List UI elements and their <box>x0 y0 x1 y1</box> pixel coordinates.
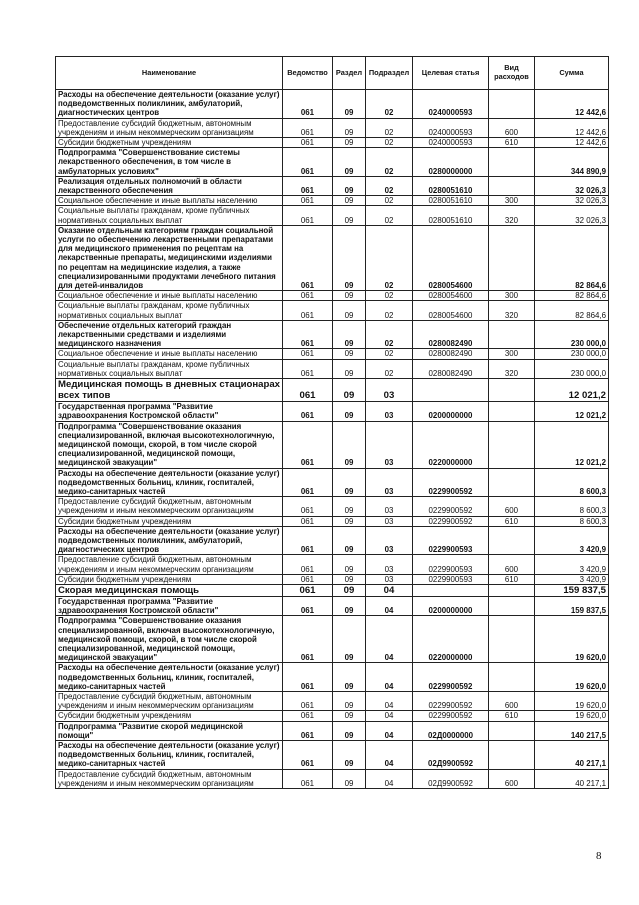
cell-vid-raskhodov <box>489 421 535 468</box>
cell-vedomstvo: 061 <box>283 584 333 596</box>
cell-razdel: 09 <box>333 584 366 596</box>
cell-summa: 140 217,5 <box>535 721 609 740</box>
cell-podrazdel: 02 <box>366 291 413 301</box>
cell-vid-raskhodov: 600 <box>489 497 535 516</box>
cell-vid-raskhodov <box>489 596 535 615</box>
cell-vid-raskhodov: 320 <box>489 301 535 320</box>
cell-name: Медицинская помощь в дневных стационарах всех типов <box>56 379 283 402</box>
cell-name: Социальные выплаты гражданам, кроме публичных нормативных социальных выплат <box>56 206 283 225</box>
cell-podrazdel: 03 <box>366 516 413 526</box>
cell-vid-raskhodov <box>489 468 535 497</box>
table-row <box>56 320 609 349</box>
cell-vedomstvo: 061 <box>283 555 333 574</box>
header-celevaya-statya: Целевая статья <box>413 57 489 90</box>
table-row <box>56 596 609 615</box>
budget-table <box>55 56 609 789</box>
cell-razdel: 09 <box>333 301 366 320</box>
cell-celevaya-statya: 0280082490 <box>413 320 489 349</box>
table-row <box>56 421 609 468</box>
header-name: Наименование <box>56 57 283 90</box>
cell-razdel: 09 <box>333 118 366 137</box>
cell-vedomstvo: 061 <box>283 596 333 615</box>
table-row <box>56 206 609 225</box>
table-row <box>56 497 609 516</box>
cell-summa: 8 600,3 <box>535 516 609 526</box>
cell-podrazdel: 02 <box>366 206 413 225</box>
cell-name: Расходы на обеспечение деятельности (оказание услуг) подведомственных больниц, клиник, госпиталей, медико-санитарных частей <box>56 741 283 770</box>
cell-summa: 8 600,3 <box>535 497 609 516</box>
table-row <box>56 516 609 526</box>
cell-summa: 3 420,9 <box>535 526 609 555</box>
table-row <box>56 711 609 721</box>
cell-vid-raskhodov <box>489 663 535 692</box>
cell-summa: 3 420,9 <box>535 555 609 574</box>
cell-vedomstvo: 061 <box>283 379 333 402</box>
table-row <box>56 555 609 574</box>
cell-razdel: 09 <box>333 90 366 119</box>
cell-vedomstvo: 061 <box>283 402 333 421</box>
cell-razdel: 09 <box>333 691 366 710</box>
cell-vid-raskhodov: 610 <box>489 574 535 584</box>
cell-vedomstvo: 061 <box>283 516 333 526</box>
cell-celevaya-statya: 02Д9900592 <box>413 741 489 770</box>
cell-razdel: 09 <box>333 526 366 555</box>
cell-podrazdel: 04 <box>366 691 413 710</box>
cell-vid-raskhodov <box>489 320 535 349</box>
table-row <box>56 291 609 301</box>
cell-summa: 19 620,0 <box>535 711 609 721</box>
cell-name: Государственная программа "Развитие здравоохранения Костромской области" <box>56 402 283 421</box>
cell-podrazdel: 03 <box>366 526 413 555</box>
cell-name: Предоставление субсидий бюджетным, автономным учреждениям и иным некоммерческим организациям <box>56 691 283 710</box>
cell-name: Подпрограмма "Совершенствование оказания специализированной, включая высокотехнологичную, медицинской помощи, скорой, в том числе скорой специализированной, медицинской помощи, медицинской эвакуации" <box>56 421 283 468</box>
cell-celevaya-statya: 0240000593 <box>413 118 489 137</box>
cell-vid-raskhodov: 610 <box>489 516 535 526</box>
cell-summa: 230 000,0 <box>535 359 609 378</box>
cell-podrazdel: 02 <box>366 176 413 195</box>
cell-vedomstvo: 061 <box>283 574 333 584</box>
cell-razdel: 09 <box>333 421 366 468</box>
table-row <box>56 196 609 206</box>
cell-name: Оказание отдельным категориям граждан социальной услуги по обеспечению лекарственными препаратами для медицинского применения по рецептам на лекарственные препараты, медицинскими изделиями по рецептам на медицинские изделия, а также специализированными продуктами лечебного питания для детей-инвалидов <box>56 225 283 290</box>
cell-podrazdel: 02 <box>366 349 413 359</box>
cell-podrazdel: 03 <box>366 574 413 584</box>
cell-razdel: 09 <box>333 291 366 301</box>
cell-podrazdel: 02 <box>366 118 413 137</box>
cell-razdel: 09 <box>333 138 366 148</box>
cell-summa: 19 620,0 <box>535 663 609 692</box>
table-row <box>56 468 609 497</box>
cell-razdel: 09 <box>333 176 366 195</box>
table-header-row <box>56 57 609 90</box>
cell-podrazdel: 03 <box>366 555 413 574</box>
cell-podrazdel: 03 <box>366 468 413 497</box>
cell-name: Предоставление субсидий бюджетным, автономным учреждениям и иным некоммерческим организациям <box>56 769 283 788</box>
cell-razdel: 09 <box>333 497 366 516</box>
cell-celevaya-statya: 02Д0000000 <box>413 721 489 740</box>
cell-summa: 230 000,0 <box>535 349 609 359</box>
cell-podrazdel: 02 <box>366 359 413 378</box>
header-vid-raskhodov: Вид расходов <box>489 57 535 90</box>
cell-vedomstvo: 061 <box>283 90 333 119</box>
cell-summa: 32 026,3 <box>535 196 609 206</box>
cell-celevaya-statya: 0229900592 <box>413 468 489 497</box>
cell-vedomstvo: 061 <box>283 616 333 663</box>
cell-podrazdel: 02 <box>366 301 413 320</box>
cell-razdel: 09 <box>333 206 366 225</box>
cell-podrazdel: 04 <box>366 721 413 740</box>
cell-vid-raskhodov <box>489 741 535 770</box>
cell-summa: 32 026,3 <box>535 206 609 225</box>
cell-razdel: 09 <box>333 516 366 526</box>
cell-vedomstvo: 061 <box>283 349 333 359</box>
cell-vid-raskhodov: 610 <box>489 711 535 721</box>
header-vedomstvo: Ведомство <box>283 57 333 90</box>
cell-celevaya-statya: 0229900593 <box>413 555 489 574</box>
cell-celevaya-statya: 0229900593 <box>413 574 489 584</box>
cell-vid-raskhodov <box>489 616 535 663</box>
cell-summa: 12 442,6 <box>535 90 609 119</box>
cell-celevaya-statya: 0280000000 <box>413 148 489 177</box>
table-body <box>56 90 609 789</box>
cell-vid-raskhodov <box>489 402 535 421</box>
cell-vedomstvo: 061 <box>283 138 333 148</box>
cell-razdel: 09 <box>333 596 366 615</box>
cell-celevaya-statya <box>413 379 489 402</box>
cell-summa: 32 026,3 <box>535 176 609 195</box>
cell-razdel: 09 <box>333 402 366 421</box>
cell-razdel: 09 <box>333 379 366 402</box>
cell-vedomstvo: 061 <box>283 497 333 516</box>
cell-name: Расходы на обеспечение деятельности (оказание услуг) подведомственных поликлиник, амбулаторий, диагностических центров <box>56 90 283 119</box>
cell-vedomstvo: 061 <box>283 291 333 301</box>
cell-celevaya-statya: 0200000000 <box>413 596 489 615</box>
cell-vid-raskhodov: 600 <box>489 118 535 137</box>
table-row <box>56 301 609 320</box>
cell-name: Социальные выплаты гражданам, кроме публичных нормативных социальных выплат <box>56 359 283 378</box>
cell-podrazdel: 04 <box>366 584 413 596</box>
cell-name: Подпрограмма "Совершенствование системы лекарственного обеспечения, в том числе в амбулаторных условиях" <box>56 148 283 177</box>
cell-name: Государственная программа "Развитие здравоохранения Костромской области" <box>56 596 283 615</box>
cell-vid-raskhodov <box>489 225 535 290</box>
table-row <box>56 225 609 290</box>
cell-vedomstvo: 061 <box>283 468 333 497</box>
cell-vid-raskhodov: 600 <box>489 691 535 710</box>
table-row <box>56 138 609 148</box>
cell-razdel: 09 <box>333 349 366 359</box>
cell-name: Расходы на обеспечение деятельности (оказание услуг) подведомственных больниц, клиник, госпиталей, медико-санитарных частей <box>56 663 283 692</box>
page-number: 8 <box>596 850 602 862</box>
cell-summa: 12 021,2 <box>535 402 609 421</box>
cell-vedomstvo: 061 <box>283 118 333 137</box>
cell-vedomstvo: 061 <box>283 526 333 555</box>
cell-celevaya-statya: 0280082490 <box>413 359 489 378</box>
cell-name: Социальное обеспечение и иные выплаты населению <box>56 291 283 301</box>
cell-celevaya-statya: 0229900592 <box>413 497 489 516</box>
cell-razdel: 09 <box>333 196 366 206</box>
cell-podrazdel: 04 <box>366 616 413 663</box>
cell-podrazdel: 03 <box>366 497 413 516</box>
cell-razdel: 09 <box>333 320 366 349</box>
cell-razdel: 09 <box>333 225 366 290</box>
cell-summa: 230 000,0 <box>535 320 609 349</box>
cell-name: Субсидии бюджетным учреждениям <box>56 574 283 584</box>
cell-summa: 344 890,9 <box>535 148 609 177</box>
cell-razdel: 09 <box>333 574 366 584</box>
header-podrazdel: Подраздел <box>366 57 413 90</box>
cell-celevaya-statya: 0280054600 <box>413 301 489 320</box>
cell-summa: 82 864,6 <box>535 291 609 301</box>
cell-summa: 8 600,3 <box>535 468 609 497</box>
cell-podrazdel: 04 <box>366 596 413 615</box>
cell-summa: 19 620,0 <box>535 691 609 710</box>
cell-vid-raskhodov: 300 <box>489 196 535 206</box>
cell-summa: 82 864,6 <box>535 225 609 290</box>
cell-celevaya-statya: 0220000000 <box>413 421 489 468</box>
cell-vid-raskhodov <box>489 90 535 119</box>
cell-name: Обеспечение отдельных категорий граждан лекарственными средствами и изделиями медицинского назначения <box>56 320 283 349</box>
cell-podrazdel: 04 <box>366 663 413 692</box>
table-row <box>56 118 609 137</box>
cell-razdel: 09 <box>333 741 366 770</box>
table-row <box>56 526 609 555</box>
cell-vid-raskhodov: 610 <box>489 138 535 148</box>
cell-summa: 159 837,5 <box>535 584 609 596</box>
cell-name: Расходы на обеспечение деятельности (оказание услуг) подведомственных больниц, клиник, госпиталей, медико-санитарных частей <box>56 468 283 497</box>
table-row <box>56 769 609 788</box>
cell-razdel: 09 <box>333 555 366 574</box>
cell-celevaya-statya: 0229900592 <box>413 516 489 526</box>
cell-summa: 3 420,9 <box>535 574 609 584</box>
cell-podrazdel: 04 <box>366 711 413 721</box>
cell-summa: 12 442,6 <box>535 118 609 137</box>
cell-podrazdel: 02 <box>366 320 413 349</box>
header-summa: Сумма <box>535 57 609 90</box>
table-row <box>56 584 609 596</box>
cell-celevaya-statya: 0220000000 <box>413 616 489 663</box>
cell-name: Реализация отдельных полномочий в области лекарственного обеспечения <box>56 176 283 195</box>
cell-razdel: 09 <box>333 468 366 497</box>
cell-celevaya-statya: 0229900592 <box>413 663 489 692</box>
cell-name: Подпрограмма "Совершенствование оказания специализированной, включая высокотехнологичную, медицинской помощи, скорой, в том числе скорой специализированной, медицинской помощи, медицинской эвакуации" <box>56 616 283 663</box>
table-row <box>56 148 609 177</box>
table-row <box>56 176 609 195</box>
table-row <box>56 379 609 402</box>
cell-celevaya-statya: 0240000593 <box>413 138 489 148</box>
table-row <box>56 359 609 378</box>
cell-celevaya-statya: 0200000000 <box>413 402 489 421</box>
cell-podrazdel: 02 <box>366 90 413 119</box>
cell-vid-raskhodov: 320 <box>489 359 535 378</box>
cell-vedomstvo: 061 <box>283 691 333 710</box>
table-row <box>56 721 609 740</box>
cell-name: Субсидии бюджетным учреждениям <box>56 711 283 721</box>
cell-summa: 82 864,6 <box>535 301 609 320</box>
cell-vid-raskhodov: 300 <box>489 349 535 359</box>
cell-celevaya-statya: 0229900592 <box>413 691 489 710</box>
cell-vid-raskhodov: 320 <box>489 206 535 225</box>
cell-name: Социальные выплаты гражданам, кроме публичных нормативных социальных выплат <box>56 301 283 320</box>
cell-vid-raskhodov <box>489 721 535 740</box>
cell-vid-raskhodov <box>489 379 535 402</box>
cell-vedomstvo: 061 <box>283 359 333 378</box>
cell-vid-raskhodov: 600 <box>489 555 535 574</box>
cell-vid-raskhodov: 300 <box>489 291 535 301</box>
cell-podrazdel: 02 <box>366 196 413 206</box>
cell-razdel: 09 <box>333 663 366 692</box>
cell-celevaya-statya: 0280051610 <box>413 206 489 225</box>
cell-celevaya-statya: 0280051610 <box>413 176 489 195</box>
cell-podrazdel: 02 <box>366 148 413 177</box>
cell-vedomstvo: 061 <box>283 663 333 692</box>
cell-vedomstvo: 061 <box>283 148 333 177</box>
cell-vid-raskhodov <box>489 148 535 177</box>
header-razdel: Раздел <box>333 57 366 90</box>
cell-razdel: 09 <box>333 721 366 740</box>
cell-celevaya-statya: 0280082490 <box>413 349 489 359</box>
cell-vedomstvo: 061 <box>283 721 333 740</box>
cell-vedomstvo: 061 <box>283 320 333 349</box>
cell-name: Социальное обеспечение и иные выплаты населению <box>56 349 283 359</box>
cell-razdel: 09 <box>333 769 366 788</box>
cell-vedomstvo: 061 <box>283 196 333 206</box>
cell-podrazdel: 04 <box>366 769 413 788</box>
cell-name: Субсидии бюджетным учреждениям <box>56 138 283 148</box>
cell-vid-raskhodov: 600 <box>489 769 535 788</box>
cell-vid-raskhodov <box>489 526 535 555</box>
cell-razdel: 09 <box>333 359 366 378</box>
cell-vedomstvo: 061 <box>283 741 333 770</box>
cell-podrazdel: 03 <box>366 379 413 402</box>
table-row <box>56 691 609 710</box>
cell-celevaya-statya: 0280051610 <box>413 196 489 206</box>
cell-celevaya-statya: 0229900592 <box>413 711 489 721</box>
cell-name: Расходы на обеспечение деятельности (оказание услуг) подведомственных поликлиник, амбулаторий, диагностических центров <box>56 526 283 555</box>
cell-name: Предоставление субсидий бюджетным, автономным учреждениям и иным некоммерческим организациям <box>56 118 283 137</box>
cell-razdel: 09 <box>333 148 366 177</box>
cell-podrazdel: 04 <box>366 741 413 770</box>
cell-celevaya-statya: 02Д9900592 <box>413 769 489 788</box>
cell-celevaya-statya: 0280054600 <box>413 291 489 301</box>
cell-summa: 40 217,1 <box>535 741 609 770</box>
table-row <box>56 741 609 770</box>
cell-vedomstvo: 061 <box>283 225 333 290</box>
cell-summa: 12 442,6 <box>535 138 609 148</box>
cell-name: Предоставление субсидий бюджетным, автономным учреждениям и иным некоммерческим организациям <box>56 555 283 574</box>
cell-vedomstvo: 061 <box>283 421 333 468</box>
cell-vedomstvo: 061 <box>283 769 333 788</box>
cell-vid-raskhodov <box>489 176 535 195</box>
cell-vedomstvo: 061 <box>283 206 333 225</box>
cell-name: Социальное обеспечение и иные выплаты населению <box>56 196 283 206</box>
table-row <box>56 349 609 359</box>
cell-celevaya-statya: 0229900593 <box>413 526 489 555</box>
cell-podrazdel: 02 <box>366 225 413 290</box>
cell-razdel: 09 <box>333 616 366 663</box>
cell-celevaya-statya: 0280054600 <box>413 225 489 290</box>
cell-razdel: 09 <box>333 711 366 721</box>
cell-podrazdel: 03 <box>366 402 413 421</box>
cell-summa: 40 217,1 <box>535 769 609 788</box>
cell-name: Предоставление субсидий бюджетным, автономным учреждениям и иным некоммерческим организациям <box>56 497 283 516</box>
cell-summa: 12 021,2 <box>535 379 609 402</box>
cell-summa: 19 620,0 <box>535 616 609 663</box>
cell-podrazdel: 02 <box>366 138 413 148</box>
cell-vedomstvo: 061 <box>283 176 333 195</box>
cell-name: Скорая медицинская помощь <box>56 584 283 596</box>
table-row <box>56 574 609 584</box>
table-row <box>56 402 609 421</box>
table-row <box>56 663 609 692</box>
cell-vid-raskhodov <box>489 584 535 596</box>
cell-podrazdel: 03 <box>366 421 413 468</box>
cell-celevaya-statya <box>413 584 489 596</box>
cell-summa: 159 837,5 <box>535 596 609 615</box>
cell-name: Подпрограмма "Развитие скорой медицинской помощи" <box>56 721 283 740</box>
cell-summa: 12 021,2 <box>535 421 609 468</box>
cell-vedomstvo: 061 <box>283 301 333 320</box>
cell-vedomstvo: 061 <box>283 711 333 721</box>
cell-celevaya-statya: 0240000593 <box>413 90 489 119</box>
table-row <box>56 90 609 119</box>
table-row <box>56 616 609 663</box>
cell-name: Субсидии бюджетным учреждениям <box>56 516 283 526</box>
